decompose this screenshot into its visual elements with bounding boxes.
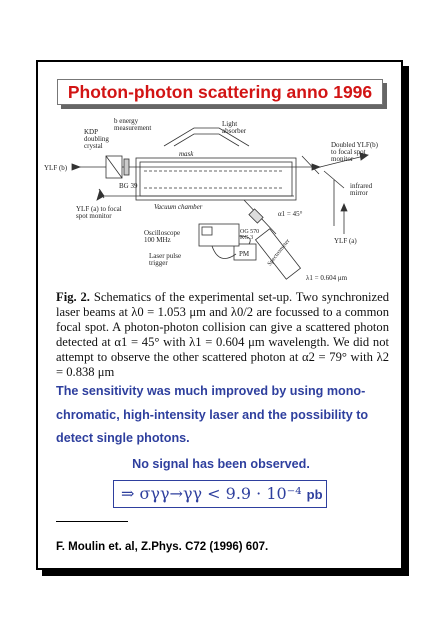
label-ylf-a-focal: YLF (a) to focal [76,205,122,213]
experiment-schematic [44,116,400,284]
reference: F. Moulin et. al, Z.Phys. C72 (1996) 607. [56,541,269,553]
result-unit: pb [306,487,323,502]
label-kdp: KDP [84,128,99,136]
label-laser-pulse: Laser pulse [149,252,182,260]
label-mask: mask [179,150,194,158]
paragraph-line: chromatic, high-intensity laser and the possibility to [56,407,369,422]
label-light: Light [222,120,238,128]
result-formula: ⇒ σγγ→γγ < 9.9 · 10⁻⁴ [121,484,302,503]
label-light-2: absorber [222,127,247,135]
label-osc: Oscilloscope [144,229,181,237]
label-vacuum: Vacuum chamber [154,203,203,211]
sensitivity-paragraph [56,380,386,451]
label-osc-2: 100 MHz [144,236,171,244]
label-b-energy-2: measurement [114,124,152,132]
label-lambda: λ1 = 0.604 μm [306,274,348,282]
slide-title: Photon-photon scattering anno 1996 [57,79,383,105]
label-ylf-b: YLF (b) [44,164,68,172]
label-ylf-a: YLF (a) [334,237,357,245]
figure-caption [56,290,389,381]
label-laser-pulse-2: trigger [149,259,168,267]
result-box [113,480,327,508]
label-infrared: infrared [350,182,373,190]
label-infrared-2: mirror [350,189,368,197]
label-doubled-3: monitor [331,155,354,163]
label-pm: PM [239,250,250,258]
label-ylf-a-focal-2: spot monitor [76,212,112,220]
footnote-rule [56,521,128,522]
label-kdp-2: doubling [84,135,109,143]
label-doubled: Doubled YLF(b) [331,141,378,149]
label-og570: OG 570 [240,229,260,235]
paragraph-line: The sensitivity was much improved by using mono- [56,384,366,398]
caption-label: Fig. 2. [56,290,90,304]
label-b-energy: b energy [114,117,139,125]
label-kg3: KG 3 [240,235,254,241]
label-spectrometer: Spectrometer [266,238,292,268]
paragraph-line: detect single photons. [56,431,190,445]
label-kdp-3: crystal [84,142,103,150]
caption-text: Schematics of the experimental set-up. Two synchronized laser beams at λ0 = 1.053 μm and λ0/2 are focussed to a common focal spot. A photon-photon collision can give a scattered photon detected at α1 = 45° with λ1 = 0.604 μm wavelength. We did not attempt to observe the other scattered photon at α2 = 79° with λ2 = 0.838 μm [56,290,390,380]
no-signal-text: No signal has been observed. [132,457,310,471]
label-bg39: BG 39 [119,182,138,190]
label-doubled-2: to focal spot [331,148,366,156]
label-alpha: α1 = 45° [278,210,303,218]
